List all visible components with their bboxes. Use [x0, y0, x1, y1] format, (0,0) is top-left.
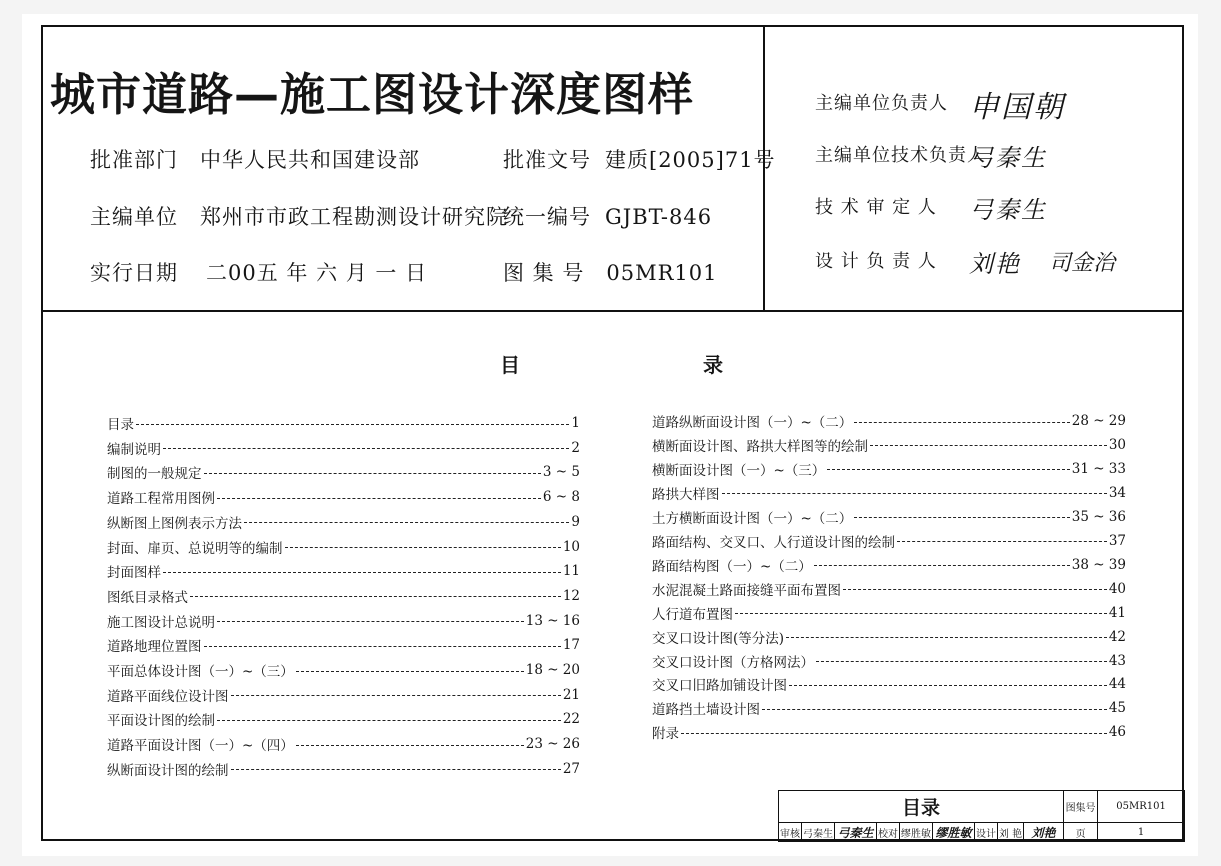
responsible-row [815, 82, 1065, 126]
toc-entry-title: 道路地理位置图 [107, 639, 202, 656]
toc-leader [816, 661, 1107, 662]
toc-entry-title: 路面结构、交叉口、人行道设计图的绘制 [652, 534, 895, 551]
responsible-role: 技 术 审 定 人 [815, 196, 937, 218]
toc-entry-page: 3 ~ 5 [542, 464, 580, 481]
toc-entry-title: 水泥混凝土路面接缝平面布置图 [652, 582, 841, 599]
unified-no-label: 统一编号 [503, 205, 591, 229]
toc-leader [762, 709, 1107, 710]
toc-leader [244, 522, 569, 523]
toc-leader [285, 547, 561, 548]
atlas-value: 05MR101 [1098, 791, 1185, 823]
toc-leader [827, 469, 1069, 470]
toc-entry-title: 道路挡土墙设计图 [652, 702, 760, 719]
toc-entry [107, 561, 580, 581]
toc-entry-page: 27 [562, 760, 580, 777]
toc-entry-title: 道路平面线位设计图 [107, 688, 229, 705]
toc-leader [296, 745, 524, 746]
toc-entry-page: 40 [1108, 580, 1126, 597]
review-label: 审核 [779, 823, 802, 842]
drawing-title: 目录 [779, 791, 1064, 823]
responsible-role: 主编单位负责人 [815, 93, 948, 114]
toc-leader [296, 671, 524, 672]
toc-entry-title: 编制说明 [107, 441, 161, 458]
toc-entry [652, 698, 1126, 718]
toc-entry [652, 555, 1126, 575]
toc-leader [217, 720, 561, 721]
toc-entry [107, 413, 580, 433]
toc-leader [735, 613, 1107, 614]
atlas-no-row [503, 257, 717, 287]
toc-entry [652, 483, 1126, 503]
toc-entry-page: 17 [562, 637, 580, 654]
toc-entry-page: 21 [562, 686, 580, 703]
atlas-title: 城市道路—施工图设计深度图样 [50, 68, 695, 121]
responsible-row [815, 244, 1115, 279]
toc-leader [789, 685, 1107, 686]
toc-entry-page: 43 [1108, 652, 1126, 669]
toc-leader [681, 733, 1107, 734]
approval-doc-row [503, 144, 776, 174]
toc-entry-title: 路面结构图（一）~（二） [652, 558, 812, 575]
toc-entry-title: 交叉口旧路加铺设计图 [652, 678, 787, 695]
toc-entry-page: 34 [1108, 484, 1126, 501]
toc-leader [217, 621, 524, 622]
toc-entry-page: 1 [571, 415, 580, 431]
toc-leader [854, 517, 1069, 518]
toc-entry-title: 封面、扉页、总说明等的编制 [107, 540, 283, 557]
toc-entry-title: 道路平面设计图（一）~（四） [107, 738, 294, 755]
design-signature: 刘艳 [1024, 823, 1064, 842]
review-name: 弓秦生 [802, 823, 835, 842]
check-label: 校对 [877, 823, 900, 842]
toc-entry [107, 438, 580, 458]
toc-entry-title: 土方横断面设计图（一）~（二） [652, 510, 853, 527]
toc-entry [107, 685, 580, 705]
toc-leader [217, 498, 541, 499]
toc-leader [163, 572, 561, 573]
toc-entry-page: 10 [562, 538, 580, 555]
toc-entry-page: 46 [1108, 724, 1126, 741]
toc-entry-page: 2 [571, 439, 580, 456]
toc-entry [107, 759, 580, 779]
toc-leader [897, 541, 1107, 542]
approval-dept-value: 中华人民共和国建设部 [200, 148, 420, 172]
toc-entry [652, 722, 1126, 742]
toc-entry [107, 709, 580, 729]
toc-entry-page: 6 ~ 8 [542, 489, 580, 506]
toc-entry-title: 路拱大样图 [652, 486, 720, 503]
toc-entry [652, 507, 1126, 527]
effective-date-row [90, 257, 427, 287]
signature: 申国朝 [969, 90, 1065, 125]
toc-entry-title: 交叉口设计图（方格网法） [652, 654, 814, 671]
toc-entry-title: 道路纵断面设计图（一）~（二） [652, 415, 853, 431]
toc-entry-title: 交叉口设计图(等分法) [652, 630, 785, 647]
design-name: 刘 艳 [998, 823, 1024, 842]
toc-entry [652, 674, 1126, 694]
toc-entry-page: 23 ~ 26 [525, 736, 580, 753]
toc-entry [107, 611, 580, 631]
page-value: 1 [1098, 823, 1185, 842]
toc-entry-title: 附录 [652, 726, 679, 743]
editor-unit-label: 主编单位 [90, 205, 178, 229]
toc-entry-page: 9 [571, 513, 580, 530]
toc-entry-page: 13 ~ 16 [525, 612, 580, 629]
approval-dept-label: 批准部门 [90, 148, 178, 172]
toc-leader [136, 424, 569, 425]
toc-entry [107, 734, 580, 754]
toc-entry-page: 22 [562, 711, 580, 728]
toc-entry-title: 图纸目录格式 [107, 589, 188, 606]
header-divider [41, 310, 1184, 312]
toc-entry [107, 537, 580, 557]
toc-entry-title: 平面总体设计图（一）~（三） [107, 664, 294, 680]
toc-entry-page: 35 ~ 36 [1071, 508, 1126, 525]
toc-entry-title: 纵断图上图例表示方法 [107, 515, 242, 532]
toc-leader [163, 448, 569, 449]
toc-entry [652, 603, 1126, 623]
toc-leader [190, 596, 561, 597]
toc-entry [652, 579, 1126, 599]
check-name: 缪胜敏 [900, 823, 933, 842]
toc-entry-page: 44 [1108, 676, 1126, 693]
atlas-label: 图集号 [1064, 791, 1098, 823]
toc-leader [814, 565, 1070, 566]
toc-entry [107, 462, 580, 482]
toc-entry [107, 512, 580, 532]
atlas-no-label: 图 集 号 [503, 261, 585, 285]
toc-entry [652, 435, 1126, 455]
effective-date-label: 实行日期 [90, 261, 178, 285]
toc-entry-title: 人行道布置图 [652, 606, 733, 623]
toc-entry [107, 635, 580, 655]
toc-entry-page: 45 [1108, 700, 1126, 717]
toc-entry [107, 487, 580, 507]
effective-date-value: 二00五 年 六 月 一 日 [206, 261, 428, 285]
toc-entry-title: 封面图样 [107, 565, 161, 582]
unified-no-row [503, 201, 712, 231]
toc-leader [854, 422, 1069, 423]
toc-entry [652, 531, 1126, 551]
signature: 刘艳 [969, 250, 1021, 278]
atlas-no-value: 05MR101 [606, 261, 718, 285]
design-label: 设计 [975, 823, 998, 842]
toc-entry-page: 18 ~ 20 [525, 662, 580, 678]
toc-heading-right: 录 [703, 353, 723, 377]
editor-unit-row [90, 201, 508, 231]
toc-entry-title: 施工图设计总说明 [107, 614, 215, 631]
toc-entry-page: 30 [1108, 436, 1126, 453]
toc-entry-page: 42 [1108, 628, 1126, 645]
toc-entry [652, 651, 1126, 671]
responsible-row [815, 138, 1047, 173]
approval-dept-row [90, 144, 420, 174]
signature: 弓秦生 [969, 196, 1047, 224]
toc-leader [204, 473, 541, 474]
responsible-role: 主编单位技术负责人 [815, 144, 986, 166]
toc-entry-title: 横断面设计图（一）~（三） [652, 462, 826, 479]
unified-no-value: GJBT-846 [605, 205, 713, 229]
check-signature: 缪胜敏 [933, 823, 975, 842]
signature-secondary: 司金治 [1049, 251, 1116, 276]
page-label: 页 [1064, 823, 1098, 842]
toc-leader [786, 637, 1107, 638]
toc-entry [107, 586, 580, 606]
toc-entry-title: 道路工程常用图例 [107, 491, 215, 508]
toc-entry-title: 横断面设计图、路拱大样图等的绘制 [652, 438, 868, 455]
toc-entry-page: 28 ~ 29 [1071, 413, 1126, 429]
responsible-role: 设 计 负 责 人 [815, 250, 937, 272]
toc-leader [843, 589, 1107, 590]
toc-entry-title: 目录 [107, 417, 134, 433]
toc-entry-page: 37 [1108, 532, 1126, 549]
toc-leader [231, 695, 561, 696]
toc-entry-page: 31 ~ 33 [1071, 460, 1126, 477]
toc-entry-title: 制图的一般规定 [107, 466, 202, 483]
approval-doc-value: 建质[2005]71号 [605, 148, 776, 172]
toc-leader [722, 493, 1107, 494]
toc-leader [204, 646, 561, 647]
toc-leader [870, 445, 1107, 446]
toc-entry-page: 11 [562, 563, 580, 580]
toc-heading-left: 目 [500, 353, 520, 377]
editor-unit-value: 郑州市市政工程勘测设计研究院 [200, 205, 508, 229]
toc-entry [652, 627, 1126, 647]
toc-entry-title: 纵断面设计图的绘制 [107, 762, 229, 779]
approval-doc-label: 批准文号 [503, 148, 591, 172]
review-signature: 弓秦生 [835, 823, 877, 842]
toc-entry [107, 660, 580, 680]
toc-entry [652, 459, 1126, 479]
toc-leader [231, 769, 561, 770]
responsible-row [815, 190, 1047, 225]
toc-entry-page: 41 [1108, 604, 1126, 621]
toc-entry-title: 平面设计图的绘制 [107, 713, 215, 730]
signature: 弓秦生 [969, 144, 1047, 172]
toc-entry-page: 38 ~ 39 [1071, 556, 1126, 573]
toc-entry [652, 411, 1126, 431]
title-block [778, 790, 1185, 842]
toc-entry-page: 12 [562, 587, 580, 604]
